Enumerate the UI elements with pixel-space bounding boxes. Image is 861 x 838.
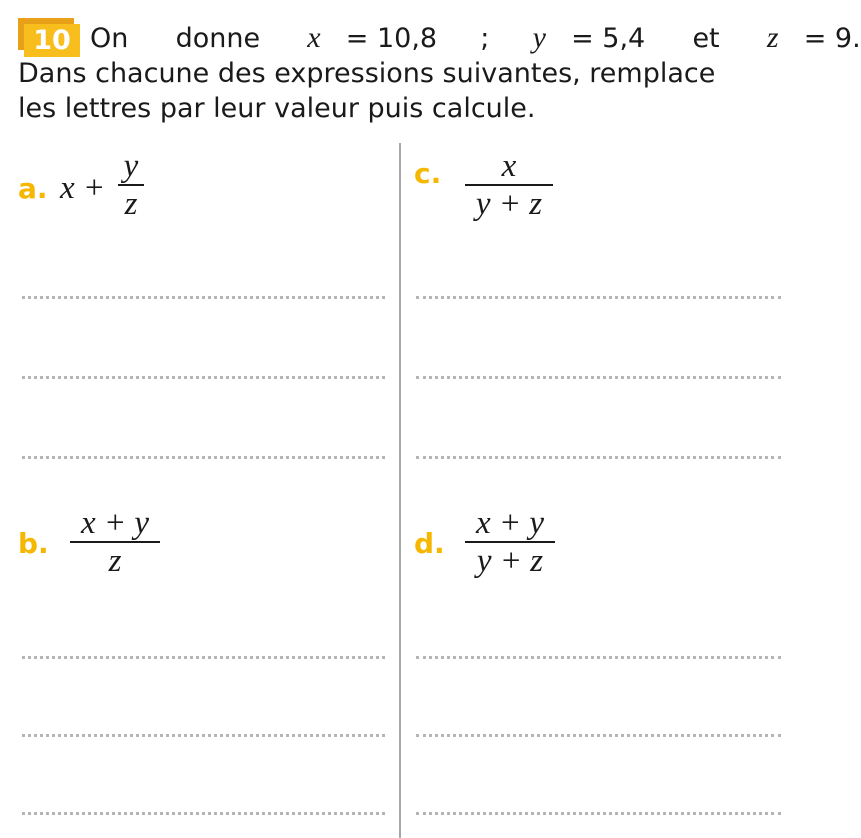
item-a-fraction — [118, 148, 144, 222]
answer-line-d-1[interactable] — [416, 656, 781, 659]
z-value: = 9. — [803, 23, 861, 54]
instruction-line-2: les lettres par leur valeur puis calcule. — [18, 93, 536, 124]
item-a-prefix: x + — [60, 170, 106, 206]
item-a-numerator: y — [123, 148, 139, 184]
item-b-denominator: z — [108, 543, 122, 579]
intro-on: On — [90, 23, 129, 54]
item-d-fraction — [465, 505, 555, 579]
intro-donne: donne — [175, 23, 261, 54]
item-d-numerator: x + y — [475, 505, 545, 541]
column-divider — [399, 143, 401, 838]
answer-line-b-2[interactable] — [22, 734, 385, 737]
answer-line-c-3[interactable] — [416, 456, 781, 459]
separator: ; — [480, 23, 490, 54]
item-c-label: c. — [414, 157, 442, 190]
item-c-fraction — [465, 148, 553, 222]
var-z: z — [766, 21, 779, 54]
item-d-denominator: y + z — [476, 543, 544, 579]
var-x: x — [307, 21, 321, 54]
item-a-label: a. — [18, 172, 48, 205]
x-value: = 10,8 — [345, 23, 438, 54]
var-y: y — [532, 21, 546, 54]
item-c-denominator: y + z — [475, 186, 543, 222]
instruction-line-1: Dans chacune des expressions suivantes, remplace — [18, 58, 716, 89]
answer-line-d-2[interactable] — [416, 734, 781, 737]
answer-line-a-2[interactable] — [22, 376, 385, 379]
item-d-label: d. — [414, 527, 445, 560]
answer-line-b-1[interactable] — [22, 656, 385, 659]
item-b-label: b. — [18, 527, 49, 560]
exercise-number: 10 — [24, 24, 80, 57]
item-c-numerator: x — [501, 148, 517, 184]
word-et: et — [692, 23, 720, 54]
given-values-line — [90, 22, 861, 55]
answer-line-c-1[interactable] — [416, 296, 781, 299]
answer-line-a-3[interactable] — [22, 456, 385, 459]
answer-line-a-1[interactable] — [22, 296, 385, 299]
item-a-denominator: z — [124, 186, 138, 222]
answer-line-b-3[interactable] — [22, 812, 385, 815]
y-value: = 5,4 — [571, 23, 646, 54]
item-b-fraction — [70, 505, 160, 579]
exercise-number-badge — [18, 18, 80, 58]
item-b-numerator: x + y — [80, 505, 150, 541]
answer-line-c-2[interactable] — [416, 376, 781, 379]
answer-line-d-3[interactable] — [416, 812, 781, 815]
